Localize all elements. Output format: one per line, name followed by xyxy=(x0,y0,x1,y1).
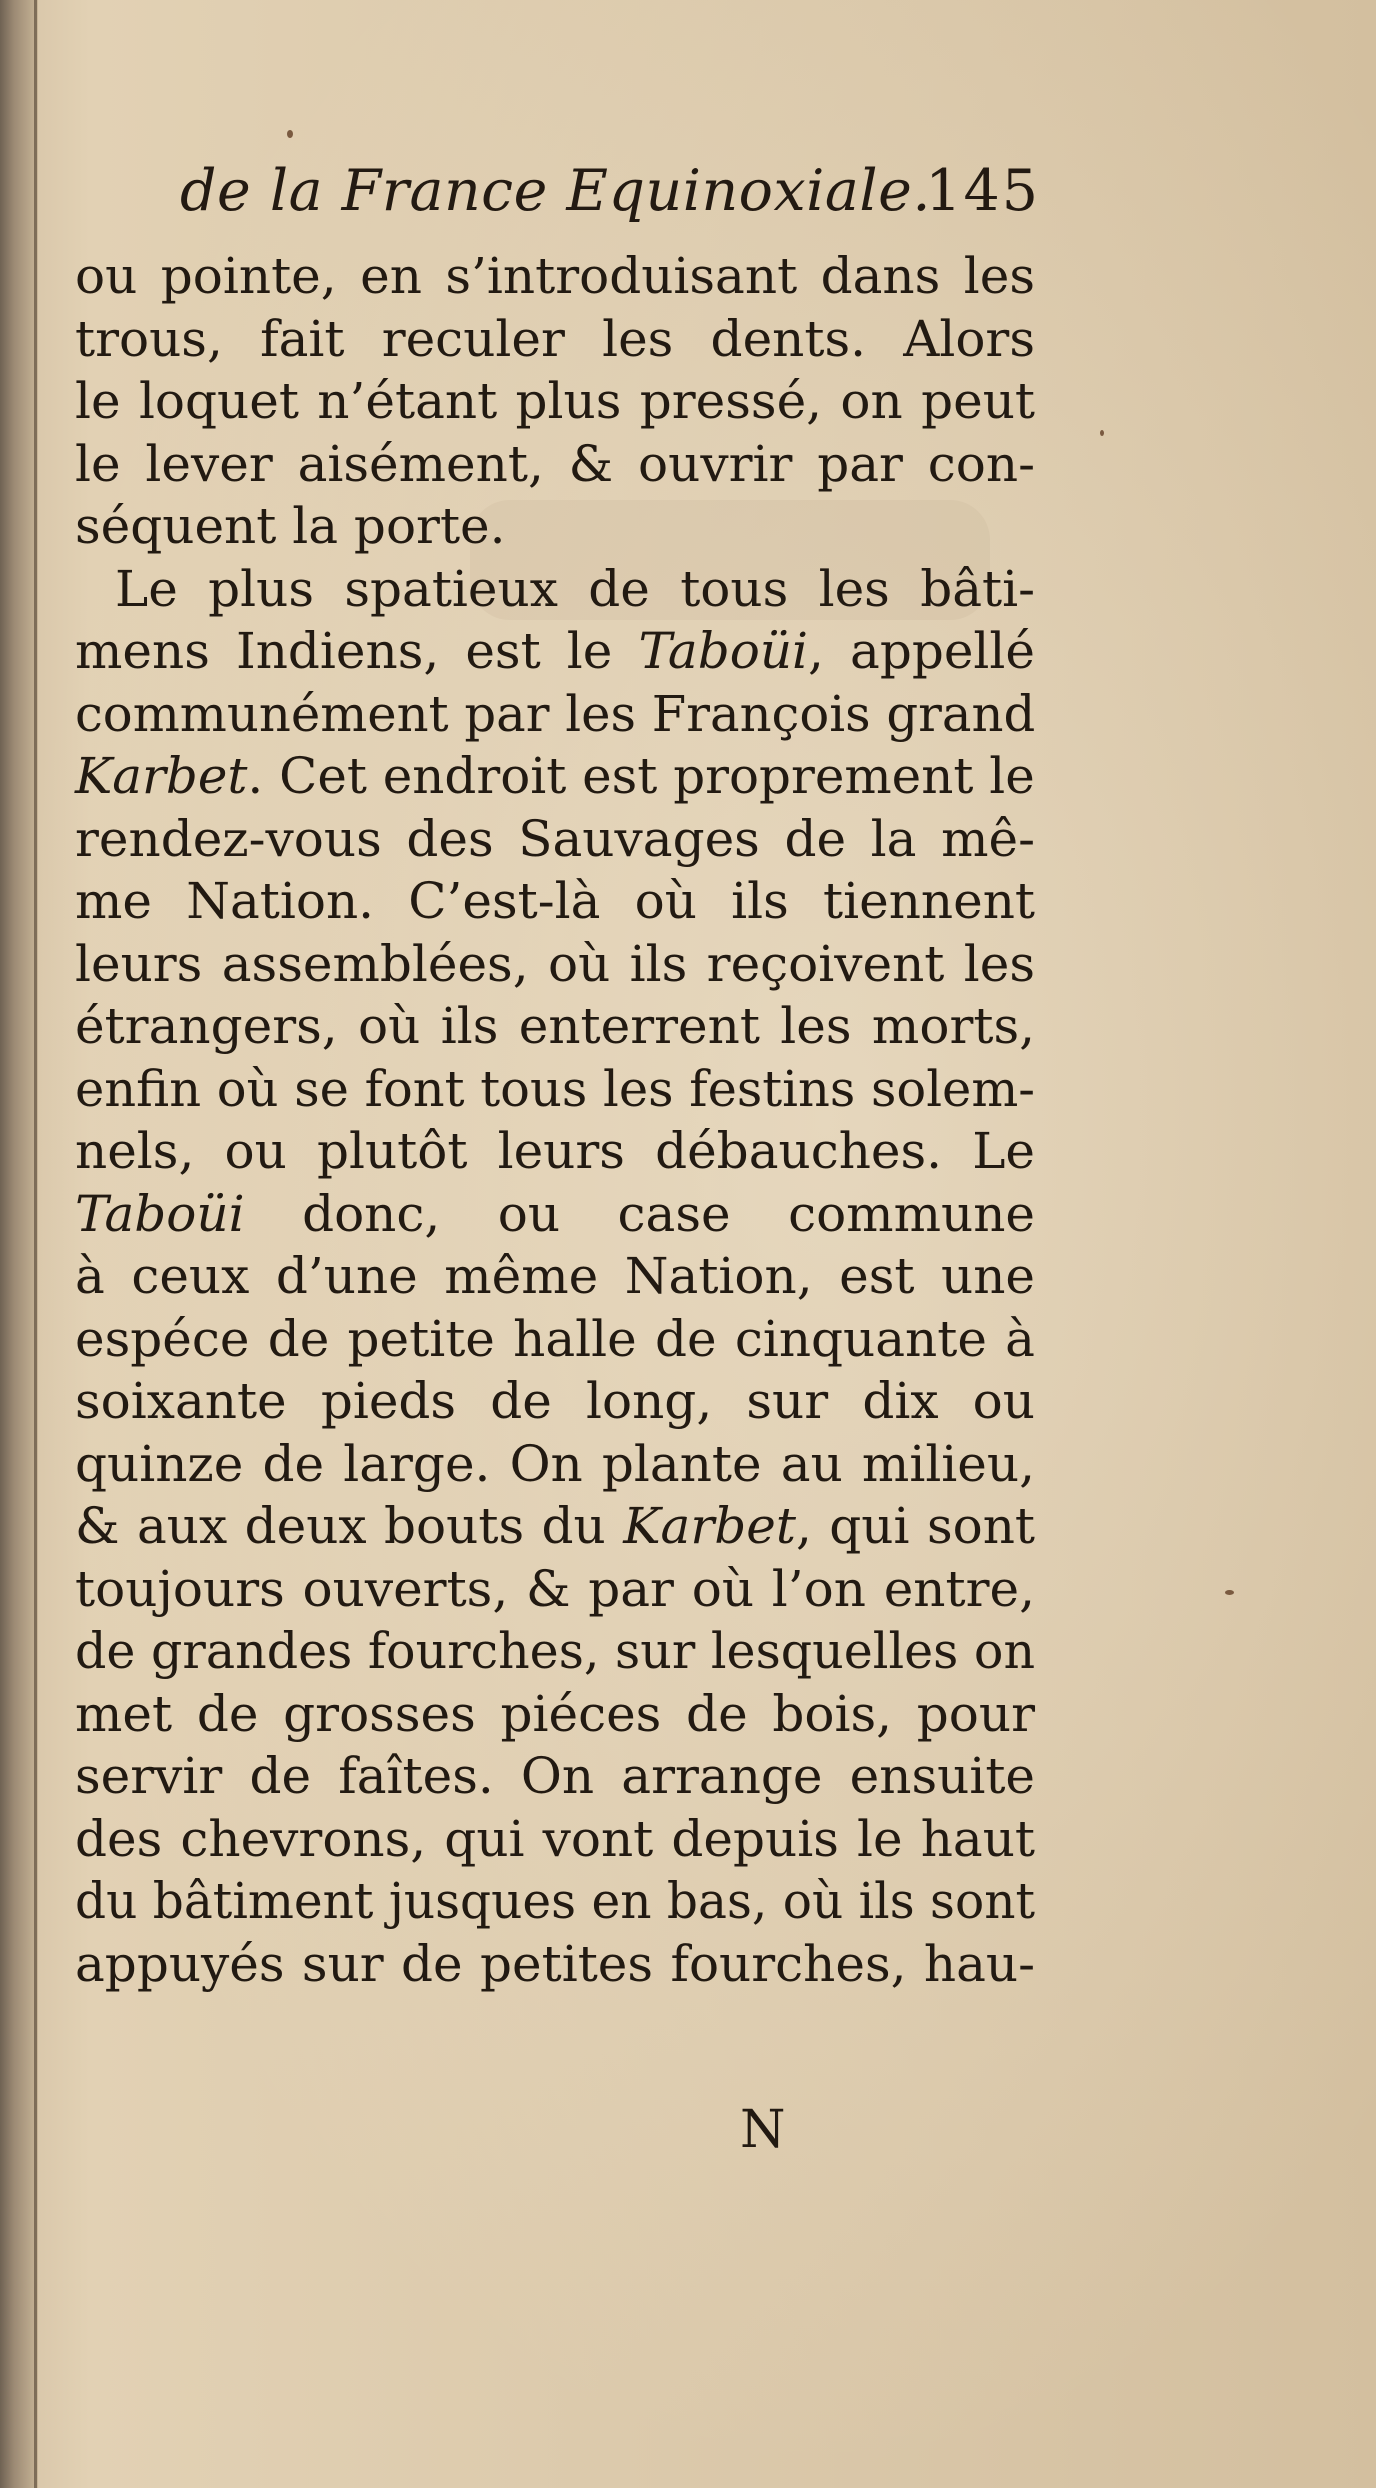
text-line: séquent la porte. xyxy=(75,497,506,555)
gutter-shadow-line xyxy=(34,0,37,2488)
body-text xyxy=(75,245,1035,1995)
italic-term: Taboüi xyxy=(75,1184,245,1243)
signature-mark: N xyxy=(740,2100,786,2160)
text-line: met de grosses piéces de bois, pour xyxy=(75,1684,1035,1743)
italic-term: Karbet xyxy=(623,1497,796,1555)
ink-speck xyxy=(287,130,293,138)
text-line: Karbet. Cet endroit est proprement le xyxy=(75,747,1035,805)
text-line: le loquet n’étant plus pressé, on peut xyxy=(75,372,1035,430)
text-line: trous, fait reculer les dents. Alors xyxy=(75,309,1035,368)
text-line: soixante pieds de long, sur dix ou xyxy=(75,1372,1035,1430)
text-line: & aux deux bouts du Karbet, qui sont xyxy=(75,1497,1035,1555)
text-line: appuyés sur de petites fourches, hau- xyxy=(75,1934,1035,1993)
text-line: rendez-vous des Sauvages de la mê- xyxy=(75,809,1035,868)
running-title: de la France Equinoxiale. xyxy=(180,158,931,224)
text-line: enfin où se font tous les festins solem- xyxy=(75,1059,1036,1118)
page-number: 145 xyxy=(925,158,1040,224)
text-line: me Nation. C’est-là où ils tiennent xyxy=(75,872,1035,930)
text-line: nels, ou plutôt leurs débauches. Le xyxy=(75,1122,1035,1180)
text-line: du bâtiment jusques en bas, où ils sont xyxy=(75,1872,1035,1930)
text-line: quinze de large. On plante au milieu, xyxy=(75,1434,1035,1493)
binding-gutter xyxy=(0,0,38,2488)
text-line: à ceux d’une même Nation, est une xyxy=(75,1247,1035,1305)
ink-speck xyxy=(1100,430,1104,436)
text-line: communément par les François grand xyxy=(75,684,1036,743)
text-line: Taboüi donc, ou case commune xyxy=(75,1184,1035,1243)
text-line: étrangers, où ils enterrent les morts, xyxy=(75,997,1035,1055)
text-line: le lever aisément, & ouvrir par con- xyxy=(75,434,1035,493)
text-line: toujours ouverts, & par où l’on entre, xyxy=(75,1559,1035,1618)
running-header xyxy=(180,158,1040,238)
text-line: ou pointe, en s’introduisant dans les xyxy=(75,247,1035,305)
italic-term: Taboüi xyxy=(638,622,809,680)
ink-speck xyxy=(1225,1590,1234,1595)
text-line: leurs assemblées, où ils reçoivent les xyxy=(75,934,1035,993)
text-line: des chevrons, qui vont depuis le haut xyxy=(75,1809,1035,1868)
text-line: de grandes fourches, sur lesquelles on xyxy=(75,1622,1036,1680)
text-line: servir de faîtes. On arrange ensuite xyxy=(75,1747,1035,1805)
text-line: mens Indiens, est le Taboüi, appellé xyxy=(75,622,1035,680)
paragraph-start-line: Le plus spatieux de tous les bâti- xyxy=(115,559,1035,618)
italic-term: Karbet xyxy=(75,747,248,805)
text-line: espéce de petite halle de cinquante à xyxy=(75,1309,1035,1368)
